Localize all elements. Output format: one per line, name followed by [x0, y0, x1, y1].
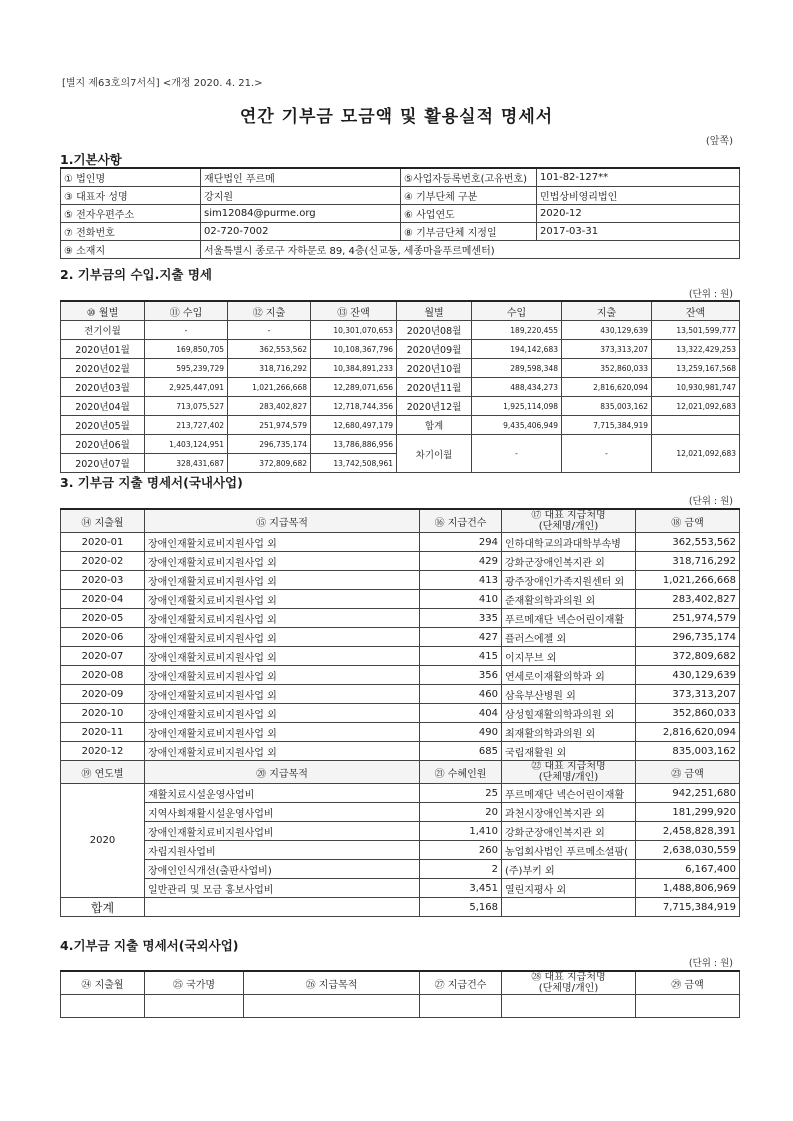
- purpose-cell: 장애인재활치료비지원사업 외: [145, 704, 420, 723]
- table-row: [61, 416, 740, 435]
- section4-title: 4.기부금 지출 명세서(국외사업): [60, 938, 239, 953]
- month-cell: 2020-01: [61, 533, 145, 552]
- payee-cell: 강화군장애인복지관 외: [502, 822, 636, 841]
- column-header: 월별: [397, 301, 472, 321]
- carry-amount: -: [472, 435, 562, 473]
- amount-cell: 2,925,447,091: [145, 378, 228, 397]
- payee-cell: 준재활의학과의원 외: [502, 590, 636, 609]
- amount-cell: 12,289,071,656: [311, 378, 397, 397]
- month-cell: 2020-11: [61, 723, 145, 742]
- header-line: ㉘ 대표 지급처명: [531, 972, 606, 983]
- amount-cell: 430,129,639: [636, 666, 740, 685]
- amount-cell: 251,974,579: [228, 416, 311, 435]
- payee-cell: 삼성힐재활의학과의원 외: [502, 704, 636, 723]
- column-header: [502, 971, 636, 995]
- count-cell: 427: [420, 628, 502, 647]
- month-cell: 2020-09: [61, 685, 145, 704]
- payee-cell: (주)부키 외: [502, 860, 636, 879]
- column-header: [502, 509, 636, 533]
- table-row: [61, 803, 740, 822]
- table-row: [61, 841, 740, 860]
- amount-cell: 169,850,705: [145, 340, 228, 359]
- carry-amount: 12,021,092,683: [652, 435, 740, 473]
- section2-unit: (단위 : 원): [688, 289, 733, 300]
- amount-cell: 595,239,729: [145, 359, 228, 378]
- amount-cell: 189,220,455: [472, 321, 562, 340]
- column-header: ⑳ 지급목적: [145, 761, 420, 784]
- empty-cell: [145, 898, 420, 917]
- payee-cell: 광주장애인가족지원센터 외: [502, 571, 636, 590]
- payee-cell: 삼육부산병원 외: [502, 685, 636, 704]
- amount-cell: 362,553,562: [636, 533, 740, 552]
- table-row: [61, 879, 740, 898]
- table-row: [61, 340, 740, 359]
- month-label: 2020년04월: [61, 397, 145, 416]
- carry-label: 차기이월: [397, 435, 472, 473]
- beneficiary-count-cell: 2: [420, 860, 502, 879]
- info-label: ⑧ 기부금단체 지정일: [401, 223, 537, 241]
- column-header: ㉓ 금액: [636, 761, 740, 784]
- month-label: 2020년05월: [61, 416, 145, 435]
- month-cell: 2020-10: [61, 704, 145, 723]
- header-line: (단체명/개인): [538, 772, 599, 783]
- count-cell: 490: [420, 723, 502, 742]
- amount-cell: 352,860,033: [636, 704, 740, 723]
- payee-cell: 국립재활원 외: [502, 742, 636, 761]
- column-header: ⑩ 월별: [61, 301, 145, 321]
- total-row: [61, 898, 740, 917]
- empty-cell: [244, 995, 420, 1018]
- info-value: 재단법인 푸르메: [201, 168, 401, 187]
- info-label: ③ 대표자 성명: [61, 187, 201, 205]
- amount-cell: 13,786,886,956: [311, 435, 397, 454]
- amount-cell: 835,003,162: [636, 742, 740, 761]
- amount-cell: 1,925,114,098: [472, 397, 562, 416]
- amount-cell: 283,402,827: [228, 397, 311, 416]
- empty-cell: [61, 995, 145, 1018]
- amount-cell: 835,003,162: [562, 397, 652, 416]
- year-cell: 2020: [61, 784, 145, 898]
- table-row: [61, 571, 740, 590]
- info-value: 민법상비영리법인: [537, 187, 740, 205]
- section3-title: 3. 기부금 지출 명세서(국내사업): [60, 475, 243, 490]
- carry-amount: -: [562, 435, 652, 473]
- info-label: ⑤ 전자우편주소: [61, 205, 201, 223]
- column-header: ㉕ 국가명: [145, 971, 244, 995]
- amount-cell: 7,715,384,919: [562, 416, 652, 435]
- purpose-cell: 장애인재활치료비지원사업 외: [145, 609, 420, 628]
- side-note: (앞쪽): [705, 136, 733, 147]
- amount-cell: 13,259,167,568: [652, 359, 740, 378]
- purpose-cell: 장애인재활치료비지원사업 외: [145, 590, 420, 609]
- table-row: [61, 609, 740, 628]
- amount-cell: 9,435,406,949: [472, 416, 562, 435]
- purpose-cell: 장애인재활치료비지원사업 외: [145, 666, 420, 685]
- payee-cell: 열린지평사 외: [502, 879, 636, 898]
- payee-cell: 플러스에젤 외: [502, 628, 636, 647]
- beneficiary-count-cell: 1,410: [420, 822, 502, 841]
- count-cell: 335: [420, 609, 502, 628]
- amount-cell: 251,974,579: [636, 609, 740, 628]
- purpose-cell: 장애인재활치료비지원사업 외: [145, 533, 420, 552]
- amount-cell: 1,403,124,951: [145, 435, 228, 454]
- amount-cell: 289,598,348: [472, 359, 562, 378]
- info-value: 2017-03-31: [537, 223, 740, 241]
- column-header: [502, 761, 636, 784]
- amount-cell: 13,322,429,253: [652, 340, 740, 359]
- info-value: 101-82-127**: [537, 168, 740, 187]
- count-cell: 294: [420, 533, 502, 552]
- month-cell: 2020-12: [61, 742, 145, 761]
- payee-cell: 푸르메재단 넥슨어린이재활: [502, 609, 636, 628]
- table-row: [61, 533, 740, 552]
- payee-cell: 최재활의학과의원 외: [502, 723, 636, 742]
- column-header: ㉖ 지급목적: [244, 971, 420, 995]
- document-title: 연간 기부금 모금액 및 활용실적 명세서: [239, 107, 554, 127]
- purpose-cell: 장애인재활치료비지원사업비: [145, 822, 420, 841]
- header-row: [61, 971, 740, 995]
- amount-cell: 10,108,367,796: [311, 340, 397, 359]
- purpose-cell: 지역사회재활시설운영사업비: [145, 803, 420, 822]
- payee-cell: 연세로이재활의학과 외: [502, 666, 636, 685]
- amount-cell: 10,930,981,747: [652, 378, 740, 397]
- purpose-cell: 장애인재활치료비지원사업 외: [145, 685, 420, 704]
- info-label: ① 법인명: [61, 168, 201, 187]
- amount-cell: 13,742,508,961: [311, 454, 397, 473]
- header-line: ㉒ 대표 지급처명: [531, 761, 606, 772]
- purpose-cell: 일반관리 및 모금 홍보사업비: [145, 879, 420, 898]
- count-cell: 356: [420, 666, 502, 685]
- amount-cell: 213,727,402: [145, 416, 228, 435]
- beneficiary-count-cell: 20: [420, 803, 502, 822]
- payee-cell: 과천시장애인복지관 외: [502, 803, 636, 822]
- purpose-cell: 장애인재활치료비지원사업 외: [145, 647, 420, 666]
- table-row: [61, 666, 740, 685]
- amount-cell: 10,301,070,653: [311, 321, 397, 340]
- month-cell: 2020-02: [61, 552, 145, 571]
- amount-cell: 373,313,207: [636, 685, 740, 704]
- info-row: [61, 168, 740, 187]
- count-cell: 410: [420, 590, 502, 609]
- table-row: [61, 860, 740, 879]
- purpose-cell: 장애인재활치료비지원사업 외: [145, 628, 420, 647]
- month-label: 2020년02월: [61, 359, 145, 378]
- info-value: sim12084@purme.org: [201, 205, 401, 223]
- amount-cell: 194,142,683: [472, 340, 562, 359]
- address-label: ⑨ 소재지: [61, 241, 201, 259]
- column-header: ㉙ 금액: [636, 971, 740, 995]
- table-row: [61, 552, 740, 571]
- column-header: ⑫ 지출: [228, 301, 311, 321]
- count-cell: 460: [420, 685, 502, 704]
- empty-cell: [502, 898, 636, 917]
- info-row: [61, 205, 740, 223]
- info-row: [61, 223, 740, 241]
- table-row: [61, 822, 740, 841]
- total-amount: 7,715,384,919: [636, 898, 740, 917]
- amount-cell: 6,167,400: [636, 860, 740, 879]
- amount-cell: 2,816,620,094: [562, 378, 652, 397]
- table-row: [61, 628, 740, 647]
- table-row: [61, 784, 740, 803]
- amount-cell: 12,680,497,179: [311, 416, 397, 435]
- month-label: 2020년10월: [397, 359, 472, 378]
- beneficiary-count-cell: 25: [420, 784, 502, 803]
- month-label: 2020년12월: [397, 397, 472, 416]
- column-header: 수입: [472, 301, 562, 321]
- amount-cell: -: [145, 321, 228, 340]
- income-expense-table: [60, 300, 740, 473]
- info-value: 강지원: [201, 187, 401, 205]
- column-header: ⑯ 지급건수: [420, 509, 502, 533]
- month-label: 2020년06월: [61, 435, 145, 454]
- month-cell: 2020-06: [61, 628, 145, 647]
- header-row: [61, 761, 740, 784]
- amount-cell: 1,021,266,668: [636, 571, 740, 590]
- info-label: ⑤사업자등록번호(고유번호): [401, 168, 537, 187]
- info-label: ⑦ 전화번호: [61, 223, 201, 241]
- empty-row: [61, 995, 740, 1018]
- amount-cell: 12,021,092,683: [652, 397, 740, 416]
- purpose-cell: 장애인재활치료비지원사업 외: [145, 742, 420, 761]
- amount-cell: 352,860,033: [562, 359, 652, 378]
- month-label: 2020년08월: [397, 321, 472, 340]
- month-cell: 2020-03: [61, 571, 145, 590]
- foreign-expense-table: [60, 970, 740, 1018]
- amount-cell: 318,716,292: [228, 359, 311, 378]
- amount-cell: 942,251,680: [636, 784, 740, 803]
- info-label: ⑥ 사업연도: [401, 205, 537, 223]
- table-row: [61, 435, 740, 454]
- purpose-cell: 재활치료시설운영사업비: [145, 784, 420, 803]
- column-header: ⑮ 지급목적: [145, 509, 420, 533]
- section2-title: 2. 기부금의 수입.지출 명세: [60, 267, 213, 282]
- info-value: 2020-12: [537, 205, 740, 223]
- table-row: [61, 590, 740, 609]
- amount-cell: 2,638,030,559: [636, 841, 740, 860]
- empty-cell: [502, 995, 636, 1018]
- empty-cell: [145, 995, 244, 1018]
- address-value: 서울특별시 종로구 자하문로 89, 4층(신교동, 세종마을푸르메센터): [201, 241, 740, 259]
- table-row: [61, 742, 740, 761]
- table-row: [61, 723, 740, 742]
- column-header: ⑭ 지출월: [61, 509, 145, 533]
- table-row: [61, 704, 740, 723]
- table-row: [61, 378, 740, 397]
- count-cell: 413: [420, 571, 502, 590]
- amount-cell: 13,501,599,777: [652, 321, 740, 340]
- month-cell: 2020-07: [61, 647, 145, 666]
- table-row: [61, 321, 740, 340]
- table-row: [61, 397, 740, 416]
- column-header: ⑱ 금액: [636, 509, 740, 533]
- amount-cell: 430,129,639: [562, 321, 652, 340]
- payee-cell: 이지무브 외: [502, 647, 636, 666]
- form-number: [별지 제63호의7서식] <개정 2020. 4. 21.>: [62, 78, 263, 89]
- month-label: 2020년03월: [61, 378, 145, 397]
- month-label: 전기이월: [61, 321, 145, 340]
- payee-cell: 농업회사법인 푸르메소셜팜(: [502, 841, 636, 860]
- column-header: ⑪ 수입: [145, 301, 228, 321]
- amount-cell: 488,434,273: [472, 378, 562, 397]
- amount-cell: 362,553,562: [228, 340, 311, 359]
- table-row: [61, 685, 740, 704]
- amount-cell: 318,716,292: [636, 552, 740, 571]
- column-header: ㉑ 수혜인원: [420, 761, 502, 784]
- month-cell: 2020-08: [61, 666, 145, 685]
- payee-cell: 인하대학교의과대학부속병: [502, 533, 636, 552]
- count-cell: 685: [420, 742, 502, 761]
- purpose-cell: 장애인재활치료비지원사업 외: [145, 552, 420, 571]
- purpose-cell: 자립지원사업비: [145, 841, 420, 860]
- amount-cell: 181,299,920: [636, 803, 740, 822]
- amount-cell: 296,735,174: [636, 628, 740, 647]
- column-header: ㉗ 지급건수: [420, 971, 502, 995]
- amount-cell: 328,431,687: [145, 454, 228, 473]
- payee-cell: 강화군장애인복지관 외: [502, 552, 636, 571]
- column-header: ⑬ 잔액: [311, 301, 397, 321]
- month-cell: 2020-05: [61, 609, 145, 628]
- basic-info-table: [60, 167, 740, 259]
- amount-cell: 373,313,207: [562, 340, 652, 359]
- header-row: [61, 301, 740, 321]
- column-header: 지출: [562, 301, 652, 321]
- purpose-cell: 장애인재활치료비지원사업 외: [145, 571, 420, 590]
- section3-unit: (단위 : 원): [688, 496, 733, 507]
- total-label: 합계: [61, 898, 145, 917]
- month-label: 2020년07월: [61, 454, 145, 473]
- month-label: 2020년01월: [61, 340, 145, 359]
- domestic-expense-table: [60, 508, 740, 917]
- purpose-cell: 장애인인식개선(출판사업비): [145, 860, 420, 879]
- table-row: [61, 359, 740, 378]
- column-header: ⑲ 연도별: [61, 761, 145, 784]
- payee-cell: 푸르메재단 넥슨어린이재활: [502, 784, 636, 803]
- empty-cell: [420, 995, 502, 1018]
- count-cell: 429: [420, 552, 502, 571]
- header-line: (단체명/개인): [538, 983, 599, 994]
- info-row: [61, 187, 740, 205]
- month-label: 합계: [397, 416, 472, 435]
- table-row: [61, 647, 740, 666]
- address-row: [61, 241, 740, 259]
- amount-cell: 372,809,682: [636, 647, 740, 666]
- amount-cell: 713,075,527: [145, 397, 228, 416]
- amount-cell: 372,809,682: [228, 454, 311, 473]
- beneficiary-count-cell: 3,451: [420, 879, 502, 898]
- purpose-cell: 장애인재활치료비지원사업 외: [145, 723, 420, 742]
- month-label: 2020년11월: [397, 378, 472, 397]
- month-label: 2020년09월: [397, 340, 472, 359]
- amount-cell: 2,816,620,094: [636, 723, 740, 742]
- amount-cell: 1,021,266,668: [228, 378, 311, 397]
- month-cell: 2020-04: [61, 590, 145, 609]
- column-header: 잔액: [652, 301, 740, 321]
- amount-cell: 12,718,744,356: [311, 397, 397, 416]
- amount-cell: 1,488,806,969: [636, 879, 740, 898]
- amount-cell: -: [228, 321, 311, 340]
- amount-cell: 2,458,828,391: [636, 822, 740, 841]
- section1-title: 1.기본사항: [60, 152, 122, 167]
- count-cell: 415: [420, 647, 502, 666]
- info-value: 02-720-7002: [201, 223, 401, 241]
- beneficiary-count-cell: 260: [420, 841, 502, 860]
- empty-cell: [636, 995, 740, 1018]
- amount-cell: [652, 416, 740, 435]
- header-line: ⑰ 대표 지급처명: [531, 510, 606, 521]
- section4-unit: (단위 : 원): [688, 958, 733, 969]
- amount-cell: 283,402,827: [636, 590, 740, 609]
- amount-cell: 10,384,891,233: [311, 359, 397, 378]
- column-header: ㉔ 지출월: [61, 971, 145, 995]
- header-line: (단체명/개인): [538, 521, 599, 532]
- total-count: 5,168: [420, 898, 502, 917]
- header-row: [61, 509, 740, 533]
- amount-cell: 296,735,174: [228, 435, 311, 454]
- count-cell: 404: [420, 704, 502, 723]
- info-label: ④ 기부단체 구분: [401, 187, 537, 205]
